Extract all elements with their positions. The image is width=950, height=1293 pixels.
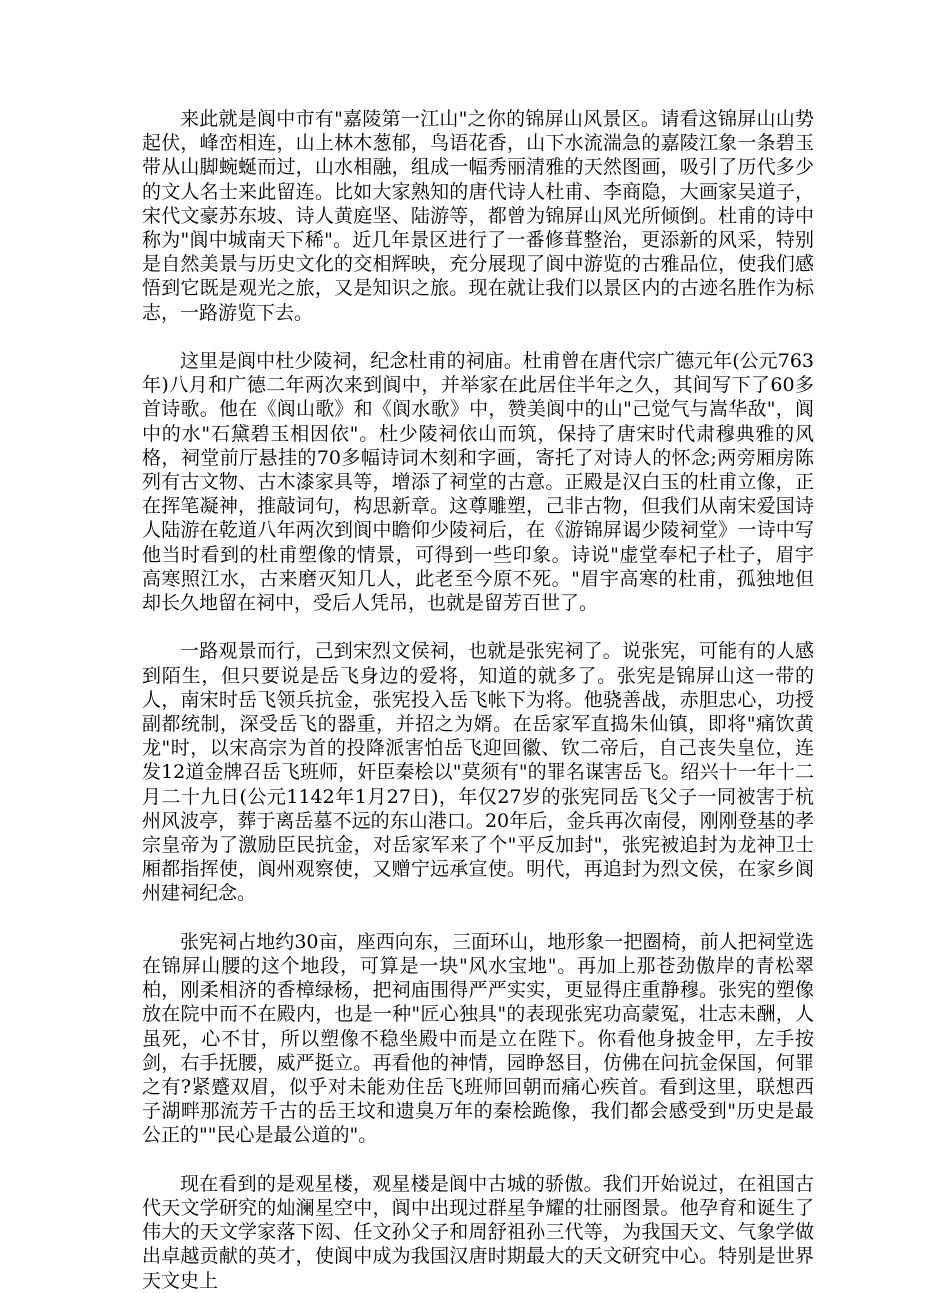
paragraph-zhang-xian-shrine: 一路观景而行，己到宋烈文侯祠，也就是张宪祠了。说张宪，可能有的人感到陌生，但只要说是岳飞身边的爱将，知道的就多了。张宪是锦屏山这一带的人，南宋时岳飞领兵抗金，张宪投入岳飞帐下为将。他骁善战，赤胆忠心，功授副都统制，深受岳飞的器重，并招之为婿。在岳家军直捣朱仙镇，即将"痛饮黄龙"时，以宋高宗为首的投降派害怕岳飞迎回徽、钦二帝后，自己丧失皇位，连发12道金牌召岳飞班师，奸臣秦桧以"莫须有"的罪名谋害岳飞。绍兴十一年十二月二十九日(公元1142年1月27日)，年仅27岁的张宪同岳飞父子一同被害于杭州风波亭，葬于离岳墓不远的东山港口。20年后，金兵再次南侵，刚刚登基的孝宗皇帝为了激励臣民抗金，对岳家军来了个"平反加封"，张宪被追封为龙神卫士厢都指挥使，阆州观察使，又赠宁远承宣使。明代，再追封为烈文侯，在家乡阆州建祠纪念。 <box>142 640 814 905</box>
document-body <box>142 107 814 1293</box>
paragraph-jinping-scenic-area: 来此就是阆中市有"嘉陵第一江山"之你的锦屏山风景区。请看这锦屏山山势起伏，峰峦相连，山上林木葱郁，鸟语花香，山下水流湍急的嘉陵江象一条碧玉带从山脚蜿蜒而过，山水相融，组成一幅秀丽清雅的天然图画，吸引了历代多少的文人名士来此留连。比如大家熟知的唐代诗人杜甫、李商隐，大画家吴道子，宋代文豪苏东坡、诗人黄庭坚、陆游等，都曾为锦屏山风光所倾倒。杜甫的诗中称为"阆中城南天下稀"。近几年景区进行了一番修葺整治，更添新的风采，特别是自然美景与历史文化的交相辉映，充分展现了阆中游览的古雅品位，使我们感悟到它既是观光之旅，又是知识之旅。现在就让我们以景区内的古迹名胜作为标志，一路游览下去。 <box>142 108 814 324</box>
paragraph-du-shaoling-shrine: 这里是阆中杜少陵祠，纪念杜甫的祠庙。杜甫曾在唐代宗广德元年(公元763年)八月和广德二年两次来到阆中，并举家在此居住半年之久，其间写下了60多首诗歌。他在《阆山歌》和《阆水歌》中，赞美阆中的山"己觉气与嵩华敌"，阆中的水"石黛碧玉相因依"。杜少陵祠依山而筑，保持了唐宋时代肃穆典雅的风格，祠堂前厅悬挂的70多幅诗词木刻和字画，寄托了对诗人的怀念;两旁厢房陈列有古文物、古木漆家具等，增添了祠堂的古意。正殿是汉白玉的杜甫立像，正在挥笔凝神，推敲词句，构思新章。这尊雕塑，己非古物，但我们从南宋爱国诗人陆游在乾道八年两次到阆中瞻仰少陵祠后，在《游锦屏谒少陵祠堂》一诗中写他当时看到的杜甫塑像的情景，可得到一些印象。诗说"虚堂奉杞子杜子，眉宇高寒照江水，古来磨灭知几人，此老至今原不死。"眉宇高寒的杜甫，孤独地但却长久地留在祠中，受后人凭吊，也就是留芳百世了。 <box>142 350 814 615</box>
paragraph-zhang-xian-statue: 张宪祠占地约30亩，座西向东，三面环山，地形象一把圈椅，前人把祠堂选在锦屏山腰的这个地段，可算是一块"风水宝地"。再加上那苍劲傲岸的青松翠柏，刚柔相济的香樟绿杨，把祠庙围得严严实实，更显得庄重静穆。张宪的塑像放在院中而不在殿内，也是一种"匠心独具"的表现张宪功高蒙冤，壮志未酬，人虽死，心不甘，所以塑像不稳坐殿中而是立在陛下。你看他身披金甲，左手按剑，右手抚腰，威严挺立。再看他的神情，园睁怒目，仿佛在问抗金保国，何罪之有?紧蹙双眉，似乎对未能劝住岳飞班师回朝而痛心疾首。看到这里，联想西子湖畔那流芳千古的岳王坟和遗臭万年的秦桧跪像，我们都会感受到"历史是最公正的""民心是最公道的"。 <box>142 930 814 1147</box>
paragraph-star-observatory: 现在看到的是观星楼，观星楼是阆中古城的骄傲。我们开始说过，在祖国古代天文学研究的灿澜星空中，阆中出现过群星争耀的壮丽图景。他孕育和诞生了伟大的天文学家落下闳、任文孙父子和周舒祖孙三代等，为我国天文、气象学做出卓越贡献的英才，使阆中成为我国汉唐时期最大的天文研究中心。特别是世界天文史上 <box>142 1172 814 1292</box>
